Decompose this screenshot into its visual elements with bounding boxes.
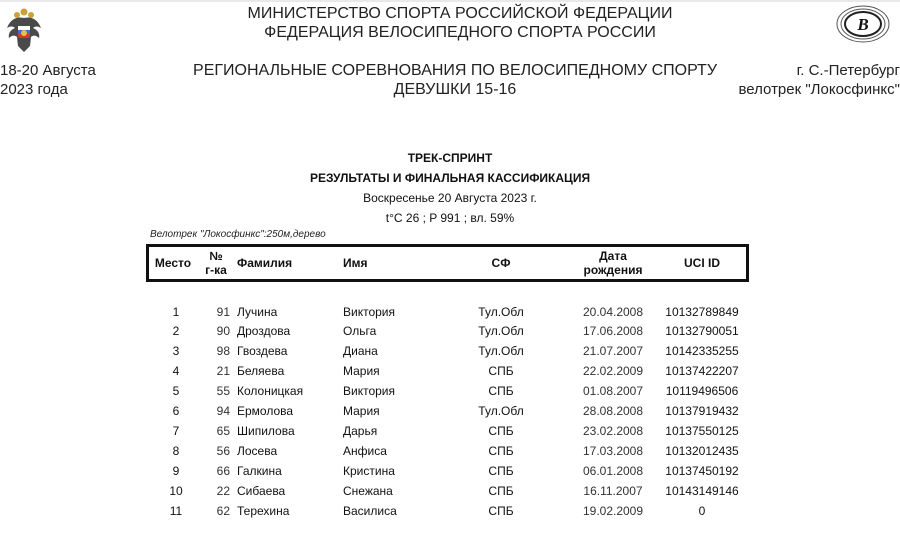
last-name: Галкина [237,464,282,478]
date-of-birth: 16.11.2007 [583,484,643,498]
ministry-header [200,4,720,42]
uci-id: 10137450192 [665,464,739,478]
dob-header-line-1: Дата [599,249,627,263]
last-name: Лосева [237,444,278,458]
place: 1 [172,305,180,319]
date-of-birth: 22.02.2009 [582,364,644,378]
bib-number: 55 [216,384,230,398]
first-name: Виктория [343,384,396,398]
last-name: Колоницкая [237,384,304,398]
column-header-uci: UCI ID [684,256,720,270]
bib-number: 65 [216,424,230,438]
dates-line-1: 18-20 Августа [0,62,96,79]
bib-number: 94 [216,404,230,418]
table-row [146,482,749,500]
first-name: Анфиса [343,444,387,458]
uci-id: 10132789849 [665,305,739,319]
uci-id: 10142335255 [665,344,739,358]
table-row [146,502,749,520]
first-name: Мария [343,404,380,418]
first-name: Диана [343,344,378,358]
last-name: Сибаева [237,484,286,498]
date-of-birth: 21.07.2007 [582,344,644,358]
region: СПБ [488,464,514,478]
date-of-birth: 23.02.2008 [582,424,644,438]
region: Тул.Обл [478,344,524,358]
last-name: Ермолова [237,404,294,418]
uci-id: 10137550125 [665,424,739,438]
event-title [160,61,750,99]
column-header-dob [578,247,648,279]
first-name: Снежана [343,484,393,498]
last-name: Шипилова [237,424,295,438]
place: 11 [169,504,183,518]
svg-text:B: B [857,15,869,34]
table-row [146,402,749,420]
event-venue [738,61,900,99]
uci-id: 10137422207 [665,364,739,378]
first-name: Дарья [343,424,378,438]
region: СПБ [488,484,514,498]
column-header-place: Место [154,256,192,270]
race-date: Воскресенье 20 Августа 2023 г. [363,191,537,205]
place: 3 [172,344,180,358]
bib-header-line-1: № [209,249,223,263]
table-row [146,382,749,400]
last-name: Беляева [237,364,285,378]
date-of-birth: 17.03.2008 [582,444,644,458]
ministry-title: МИНИСТЕРСТВО СПОРТА РОССИЙСКОЙ ФЕДЕРАЦИИ [247,5,673,22]
last-name: Гвоздева [237,344,288,358]
bib-number: 21 [216,364,230,378]
table-row [146,322,749,340]
table-row [146,342,749,360]
weather-conditions: t°C 26 ; P 991 ; вл. 59% [385,211,515,225]
date-of-birth: 17.06.2008 [582,324,644,338]
region: Тул.Обл [478,324,524,338]
bib-number: 66 [216,464,230,478]
place: 6 [172,404,180,418]
track-note: Велотрек "Локосфинкс":250м,дерево [150,229,326,240]
region: Тул.Обл [478,305,524,319]
column-header-last-name: Фамилия [237,256,293,270]
region: СПБ [488,444,514,458]
discipline-block [200,148,700,228]
page-top-border [0,0,900,2]
place: 4 [172,364,180,378]
last-name: Лучина [237,305,278,319]
bib-number: 62 [216,504,230,518]
first-name: Ольга [343,324,377,338]
bib-header-line-2: г-ка [205,263,227,277]
table-row [146,303,749,321]
date-of-birth: 01.08.2007 [582,384,644,398]
bib-number: 22 [216,484,230,498]
date-of-birth: 19.02.2009 [582,504,644,518]
place: 7 [172,424,180,438]
bib-number: 56 [216,444,230,458]
uci-id: 10119496506 [665,384,739,398]
place: 9 [172,464,180,478]
bib-number: 90 [216,324,230,338]
last-name: Дроздова [237,324,291,338]
uci-id: 10143149146 [665,484,739,498]
event-dates [0,61,96,99]
date-of-birth: 20.04.2008 [582,305,644,319]
column-header-region: СФ [491,256,511,270]
first-name: Мария [343,364,380,378]
date-of-birth: 06.01.2008 [582,464,644,478]
region: СПБ [488,504,514,518]
uci-id: 10132790051 [665,324,739,338]
place: 2 [172,324,180,338]
date-of-birth: 28.08.2008 [582,404,644,418]
first-name: Кристина [343,464,395,478]
bib-number: 98 [216,344,230,358]
age-category: ДЕВУШКИ 15-16 [393,81,517,98]
place: 8 [172,444,180,458]
last-name: Терехина [237,504,290,518]
table-row [146,442,749,460]
discipline-title: ТРЕК-СПРИНТ [407,151,493,165]
competition-name: РЕГИОНАЛЬНЫЕ СОРЕВНОВАНИЯ ПО ВЕЛОСИПЕДНОМУ СПОРТУ [193,62,717,79]
place: 5 [172,384,180,398]
results-title: РЕЗУЛЬТАТЫ И ФИНАЛЬНАЯ КАССИФИКАЦИЯ [309,171,591,185]
dates-line-2: 2023 года [0,81,68,98]
uci-id: 0 [698,504,706,518]
region: СПБ [488,384,514,398]
table-row [146,462,749,480]
place: 10 [169,484,183,498]
uci-id: 10132012435 [665,444,739,458]
bib-number: 91 [216,305,230,319]
region: Тул.Обл [478,404,524,418]
federation-title: ФЕДЕРАЦИЯ ВЕЛОСИПЕДНОГО СПОРТА РОССИИ [264,24,656,41]
cycling-federation-logo-icon [835,4,891,44]
table-row [146,422,749,440]
region: СПБ [488,364,514,378]
venue-track: велотрек "Локосфинкс" [738,81,900,98]
region: СПБ [488,424,514,438]
first-name: Виктория [343,305,396,319]
column-header-first-name: Имя [343,256,368,270]
dob-header-line-2: рождения [583,263,643,277]
table-row [146,362,749,380]
venue-city: г. С.-Петербург [796,62,900,79]
first-name: Василиса [343,504,397,518]
column-header-bib [201,247,231,279]
russian-emblem-icon [4,6,44,56]
uci-id: 10137919432 [665,404,739,418]
results-table-header [146,244,749,282]
